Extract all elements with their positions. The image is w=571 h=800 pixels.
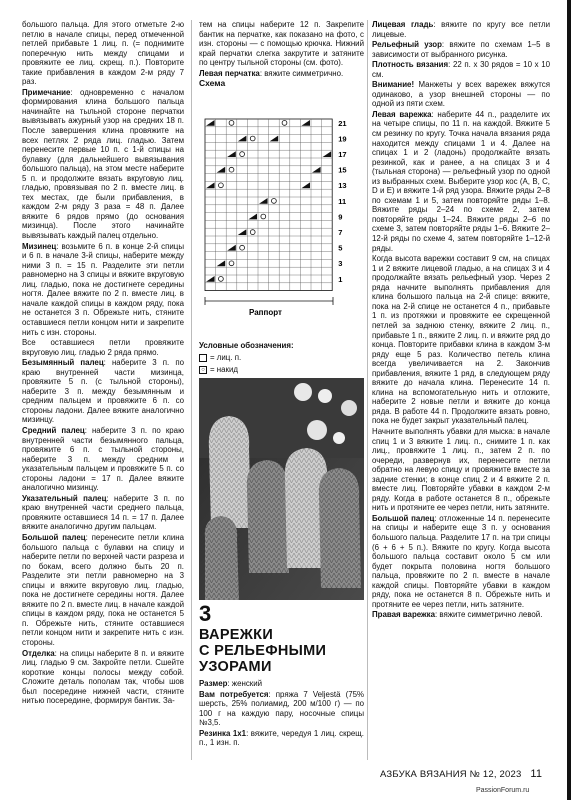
row-label: 3 — [338, 259, 343, 269]
chart-rapport — [205, 297, 333, 317]
paragraph-text: : на спицы наберите 8 п. и вяжите лиц. гладью 9 см. Закройте петли. Сшейте короткие концы полосы между собой. Сложите деталь пополам так, чтобы шов был посередине нижней части, стяните нитью посередине, формируя бантик. За- — [22, 648, 184, 706]
paragraph-text: : женский — [227, 679, 263, 688]
paragraph: большого пальца. Для этого отметьте 2-ю петлю в начале спицы, перед отмеченной петлей прибавьте 1 лиц. п. (= поднимите поперечную нить между спицами и провяжите ее лиц. скрещ. п.). Повторите такие прибавления в каждом 2-м ряду 7 раз. — [22, 20, 184, 87]
page-footer — [380, 768, 542, 780]
paragraph — [22, 649, 184, 706]
paragraph-text: : вяжите симметрично левой. — [434, 610, 543, 620]
row-label: 17 — [338, 150, 347, 159]
column-divider — [191, 20, 192, 760]
page-edge-bar — [567, 0, 571, 800]
scheme-title: Схема — [199, 78, 226, 89]
site-credit: PassionForum.ru — [476, 787, 530, 794]
paragraph-label: Правая варежка — [372, 610, 435, 620]
paragraph-text: : наберите 3 п. по краю внутренней части мизинца, провяжите 5 п. (с тыльной стороны), наберите 3 п. между безымянным и средним пальцем и провяжите 6 п. со стороны ладони. Далее вяжите аналогично мизинцу. — [22, 358, 184, 425]
paragraph-label: Примечание — [22, 87, 71, 97]
paragraph-label: Левая перчатка — [199, 68, 260, 78]
paragraph-text: : отложенные 14 п. перенесите на спицы и наберите еще 3 п. у основания большого пальца. Разделите 17 п. на три спицы (6 + 6 + 5 п.). Вяжите по кругу. Когда высота большого пальца составит около 5 см или будет покрыта половина ногтя большого пальца, провяжите по 2 п. вместе в начале каждой спицы. Повторяйте убавки в каждом ряду, пока не останется 8 п. Обрежьте нить и протяните ее через петли, нить затяните. — [372, 513, 550, 609]
text-column-2 — [199, 20, 364, 90]
rapport-label: Раппорт — [249, 308, 282, 317]
paragraph: тем на спицы наберите 12 п. Закрепите бантик на перчатке, как показано на фото, с изн. стороны — с помощью крючка. Нижний край перчатки слегка закрутите и затяните по центру тыльной стороны (см. фото). — [199, 20, 364, 68]
legend-item-yarnover — [199, 364, 364, 376]
title-line: ВАРЕЖКИ — [199, 627, 274, 643]
empty-square-icon — [199, 354, 207, 362]
row-label: 21 — [338, 118, 347, 128]
pattern-heading — [199, 603, 364, 749]
paragraph-text: Манжеты у всех варежек вяжутся одинаково, а узор внешней стороны — по одной из пяти схем. — [372, 80, 550, 109]
knitting-chart — [199, 115, 364, 323]
paragraph-text: : наберите 44 п., разделите их на четыре спицы, по 11 п. на каждой. Вяжите 5 см резинку по кругу. Точка начала вязания ряда находится между спицами 1 и 4. Далее на спицах 1 и 2 (ладонь) продолжайте вязать резинкой, как и ранее, а на спицах 3 и 4 (тыльная сторона) — рельефный узор по одной из выбранных схем. Выберите узор кос (A, B, C, D и E) и вяжите 1-й ряд узора. Вяжите ряды 2–8 по схемам 1 и 5, затем повторяйте ряды 1–8. Вяжите ряды 2–24 по схеме 2, затем повторяйте ряды 1–24. Вяжите ряды 2–6 по схеме 3, затем повторяйте ряды 1–6. Вяжите 2–12-й ряды по схеме 4, затем повторяйте 1–12-й ряды. — [372, 109, 550, 253]
mittens-photo — [199, 378, 364, 600]
paragraph-label: Указательный палец — [22, 493, 107, 503]
paragraph — [199, 679, 364, 689]
paragraph — [372, 514, 550, 609]
paragraph — [22, 358, 184, 425]
row-label: 9 — [338, 212, 343, 222]
paragraph-text: : 22 п. x 30 рядов = 10 x 10 см. — [372, 60, 550, 79]
paragraph — [22, 88, 184, 241]
legend-item-knit — [199, 352, 364, 364]
circle-square-icon: ○ — [199, 366, 207, 374]
text-column-1 — [22, 20, 184, 707]
paragraph-label: Большой палец — [372, 513, 435, 523]
paragraph-text: : перенесите петли клина большого пальца с булавки на спицу и наберите петли по верхней части разреза и по бокам, всего должно быть 20 п. Разделите эти петли равномерно на 3 спицы и вяжите вкруговую лиц. гладью, пока не достигнете середины ногтя. Далее вяжите по 2 п. вместе лиц. в начале каждой спицы в каждом ряду, пока не останется 5 п. Обрежьте нить, стяните оставшиеся петли концом нити и закрепите нить с изн. стороны. — [22, 532, 185, 647]
paragraph-text: : вяжите, чередуя 1 лиц. скрещ. п., 1 изн. п. — [199, 728, 364, 748]
paragraph — [372, 110, 550, 253]
paragraph — [372, 40, 550, 59]
paragraph: Все оставшиеся петли провяжите вкруговую лиц. гладью 2 ряда прямо. — [22, 338, 184, 357]
paragraph-label: Большой палец — [22, 532, 86, 542]
paragraph — [372, 80, 550, 109]
paragraph-text: : наберите 3 п. по краю внутренней части среднего пальца, провяжите оставшиеся 14 п. = 17 п. Далее вяжите аналогично другим пальцам. — [22, 493, 184, 532]
paragraph — [372, 20, 550, 39]
paragraph-label: Плотность вязания — [372, 60, 449, 70]
pattern-title — [199, 627, 364, 675]
row-label: 13 — [338, 181, 347, 191]
paragraph-text: : возьмите 6 п. в конце 2-й спицы и 6 п. в начале 3-й спицы, наберите между ними 3 п. = 15 п. Разделите эти петли равномерно на 3 спицы и вяжите вкруговую лиц. гладью, пока не достигнете середины ногтя. Далее вяжите по 2 п. вместе лиц. в начале каждой спицы в каждом ряду, пока не останется 3 п. Обрежьте нить, стяните оставшиеся петли концом нити и закрепите нить с изн. стороны. — [22, 241, 184, 337]
row-label: 15 — [338, 165, 347, 175]
pattern-intro — [199, 679, 364, 748]
paragraph-text: : одновременно с началом формирования клина большого пальца начинайте на тыльной стороне перчатки вывязывать ажурный узор на средних 18 п. После завершения клина провяжите на всех петлях 2 ряда лиц. гладью. Затем перенесите первые 10 п. с 1-й спицы на булавку (для дальнейшего вывязывания большого пальца), на этом месте наберите 5 п. и продолжите вязать вкруговую лиц. гладью, провязывая по 2 п. вместе лиц. в тех местах, где были прибавления, в каждом 2-м ряду 3 раза = 48 п. Далее вяжите 6 рядов прямо (до основания мизинца). После этого начинайте вывязывать каждый палец отдельно. — [22, 87, 184, 241]
paragraph — [22, 426, 184, 493]
legend-title: Условные обозначения: — [199, 341, 294, 350]
paragraph: Когда высота варежки составит 9 см, на спицах 1 и 2 вяжите лицевой гладью, а на спицах 3 и 4 продолжайте вязать рельефный узор. Через 2 ряда начните выполнять прибавления для клина большого пальца на 2-й спице: вяжите, пока на 2-й спице не останется 4 п., прибавьте 1 п. из протяжки и провяжите ее скрещенной петлей за заднюю стенку, вяжите 2 лиц. п., прибавьте 1 п., вяжите 2 лиц. п. и вяжите ряд до конца. Повторите прибавки клина в каждом 3-м ряду еще 5 раз. Количество петель клина всегда увеличивается на 2. Закончив прибавления, вяжите 1 ряд, в следующем ряду вяжите до начала клина. Перенесите 14 п. клина на вспомогательную нить и отложите, наберите 2 новые петли и вяжите до конца ряда. В работе 44 п. Продолжите вязать ровно, пока не будет закрыт указательный палец. — [372, 254, 550, 426]
paragraph-label: Мизинец — [22, 241, 57, 251]
paragraph — [199, 729, 364, 748]
paragraph-label: Отделка — [22, 648, 55, 658]
text-column-3 — [372, 20, 550, 621]
row-label: 7 — [338, 228, 343, 237]
paragraph: Начните выполнять убавки для мыска: в начале спиц 1 и 3 вяжите 1 лиц. п., снимите 1 п. как лиц., провяжите 1 лиц. п., затем 2 п. по очереди, развернув их, перенесите петли обратно на левую спицу и провяжите вместе за задние стенки; в конце спиц 2 и 4 вяжите 2 п. вместе лиц. Повторяйте убавки в каждом 2-м ряду. Когда в работе останется 8 п., обрежьте нить и протяните ее через петли, нить затяните. — [372, 426, 550, 513]
row-label: 1 — [338, 274, 343, 284]
paragraph-text: : вяжите по схемам 1–5 в зависимости от выбранного рисунка. — [372, 40, 551, 59]
paragraph-label: Размер — [199, 679, 228, 688]
paragraph-text: : вяжите симметрично. — [259, 68, 344, 78]
paragraph-text: : наберите 3 п. по краю внутренней части безымянного пальца, провяжите 6 п. с тыльной стороны, наберите 3 п. между средним и указательным пальцем и провяжите 5 п. со стороны ладони = 17 п. Далее вяжите аналогично мизинцу. — [22, 425, 184, 493]
paragraph-text: : пряжа 7 Veljestä (75% шерсть, 25% полиамид, 200 м/100 г) — по 100 г на каждую пару, носочные спицы №3,5. — [199, 689, 364, 728]
paragraph — [22, 533, 184, 648]
paragraph — [22, 242, 184, 337]
title-line: УЗОРАМИ — [199, 659, 272, 675]
paragraph-label: Средний палец — [22, 425, 85, 435]
chart-row-labels — [338, 119, 346, 284]
column-divider — [367, 20, 368, 760]
paragraph-label: Безымянный палец — [22, 358, 104, 368]
paragraph-label: Левая варежка — [372, 109, 432, 119]
paragraph-label: Рельефный узор — [372, 40, 442, 50]
row-label: 19 — [338, 134, 347, 144]
paragraph — [199, 690, 364, 728]
row-label: 11 — [338, 196, 347, 206]
row-label: 5 — [338, 243, 343, 253]
paragraph-label: Лицевая гладь — [372, 20, 434, 29]
paragraph — [199, 69, 364, 79]
paragraph-text: : вяжите по кругу все петли лицевые. — [372, 20, 550, 39]
paragraph-label: Вам потребуется — [199, 689, 269, 699]
page-number: 11 — [530, 768, 543, 780]
pattern-number: 3 — [199, 601, 212, 626]
title-line: С РЕЛЬЕФНЫМИ — [199, 643, 327, 659]
legend-label: = лиц. п. — [210, 353, 242, 362]
paragraph — [372, 60, 550, 79]
paragraph — [372, 610, 550, 620]
magazine-name: АЗБУКА ВЯЗАНИЯ № 12, 2023 — [380, 769, 522, 780]
paragraph — [22, 494, 184, 532]
paragraph-label: Резинка 1x1 — [199, 728, 247, 738]
legend-label: = накид — [210, 365, 239, 374]
paragraph-label: Внимание! — [372, 80, 415, 90]
